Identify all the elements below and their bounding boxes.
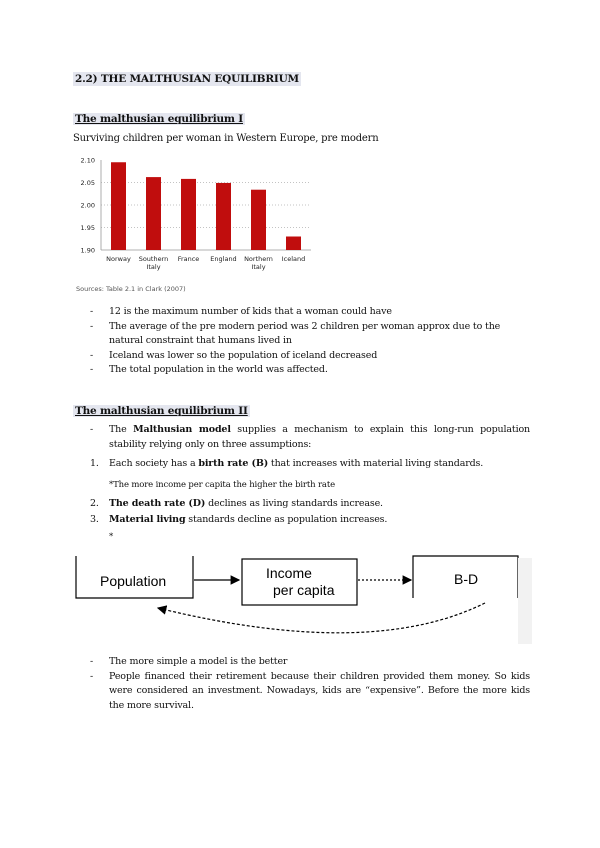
list-item: - The average of the pre modern period was 2 children per woman approx due to the natural constraint that humans lived in bbox=[90, 320, 501, 346]
y-tick-label: 2.00 bbox=[80, 201, 95, 210]
bullet-list-1 bbox=[90, 305, 530, 378]
shadow-edge bbox=[518, 558, 532, 644]
x-tick-label: France bbox=[177, 255, 200, 263]
x-tick-label: England bbox=[210, 255, 237, 263]
list-item: 3. Material living standards decline as population increases. bbox=[90, 514, 388, 525]
y-tick-label: 2.05 bbox=[80, 179, 95, 187]
assumptions-list bbox=[90, 458, 530, 530]
asterisk-note: * bbox=[109, 532, 114, 542]
bar bbox=[216, 183, 231, 250]
bar-chart bbox=[73, 152, 318, 282]
arrow-bd-population bbox=[158, 603, 485, 633]
x-tick-label: Italy bbox=[146, 263, 161, 271]
bar bbox=[286, 237, 301, 251]
birth-rate-note: *The more income per capita the higher the birth rate bbox=[109, 480, 335, 490]
bar bbox=[111, 162, 126, 250]
bd-label: B-D bbox=[454, 571, 479, 587]
list-item: - People financed their retirement because their children provided them money. So kids were considered an investment. Nowadays, kids are “expensive”. Before the more kids the more survival. bbox=[90, 670, 530, 711]
x-tick-label: Northern bbox=[244, 255, 273, 263]
y-tick-label: 2.10 bbox=[80, 156, 95, 165]
list-item: - Iceland was lower so the population of iceland decreased bbox=[90, 349, 378, 361]
chart-caption: Surviving children per woman in Western Europe, pre modern bbox=[73, 133, 379, 144]
list-item: - 12 is the maximum number of kids that a woman could have bbox=[90, 306, 392, 317]
bar bbox=[181, 179, 196, 250]
list-item: - The Malthusian model supplies a mechanism to explain this long-run population stability relying only on three assumptions: bbox=[90, 424, 530, 450]
list-item: 1. Each society has a birth rate (B) that increases with material living standards. bbox=[90, 458, 484, 469]
bar bbox=[146, 177, 161, 250]
intro-list bbox=[90, 423, 530, 452]
x-tick-label: Norway bbox=[106, 255, 131, 263]
heading-equilibrium-2: The malthusian equilibrium II bbox=[75, 405, 248, 417]
list-item: 2. The death rate (D) declines as living standards increase. bbox=[90, 498, 383, 509]
list-item: - The more simple a model is the better bbox=[90, 656, 288, 667]
x-tick-label: Italy bbox=[251, 263, 266, 271]
income-label-2: per capita bbox=[273, 582, 335, 598]
chart-source: Sources: Table 2.1 in Clark (2007) bbox=[76, 285, 186, 293]
malthus-diagram bbox=[60, 548, 535, 650]
y-tick-label: 1.95 bbox=[80, 224, 95, 232]
list-item: - The total population in the world was affected. bbox=[90, 364, 328, 375]
heading-equilibrium-1: The malthusian equilibrium I bbox=[75, 113, 243, 125]
income-label-1: Income bbox=[266, 565, 312, 581]
section-title: 2.2) THE MALTHUSIAN EQUILIBRIUM bbox=[75, 73, 299, 85]
y-tick-label: 1.90 bbox=[80, 246, 95, 255]
bar bbox=[251, 190, 266, 250]
x-tick-label: Southern bbox=[138, 255, 169, 263]
population-label: Population bbox=[100, 573, 167, 589]
x-tick-label: Iceland bbox=[281, 255, 306, 263]
bullet-list-3 bbox=[90, 655, 530, 713]
